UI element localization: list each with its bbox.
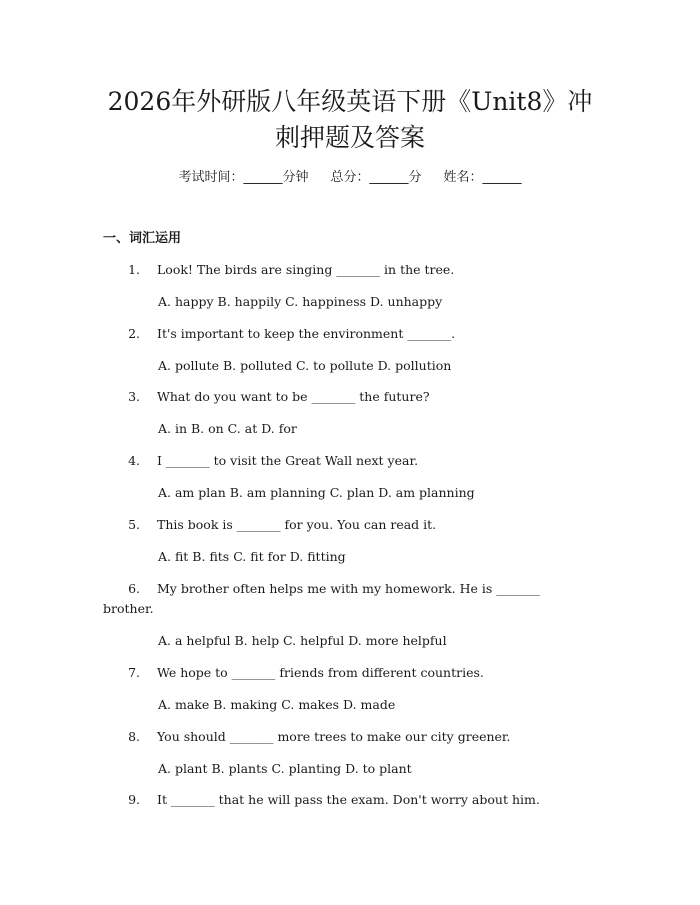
question-7-options: A. make B. making C. makes D. made xyxy=(158,697,396,712)
question-text: My brother often helps me with my homework. He is _______ xyxy=(157,581,541,596)
student-name-label: 姓名：______ xyxy=(443,170,522,185)
exam-meta xyxy=(0,168,700,188)
question-6-options: A. a helpful B. help C. helpful D. more helpful xyxy=(158,633,447,648)
question-1-options: A. happy B. happily C. happiness D. unhappy xyxy=(158,294,443,309)
question-6-continuation: brother. xyxy=(103,601,154,616)
question-text: We hope to _______ friends from different countries. xyxy=(157,665,484,680)
section-heading: 一、词汇运用 xyxy=(103,231,182,246)
question-number: 1. xyxy=(128,262,140,277)
question-number: 6. xyxy=(128,581,140,596)
question-text: You should _______ more trees to make our city greener. xyxy=(157,729,511,744)
question-text: Look! The birds are singing _______ in the tree. xyxy=(157,262,455,277)
question-number: 8. xyxy=(128,729,140,744)
question-2-options: A. pollute B. polluted C. to pollute D. pollution xyxy=(158,358,452,373)
question-number: 3. xyxy=(128,389,140,404)
question-text: I _______ to visit the Great Wall next year. xyxy=(157,453,419,468)
question-8-options: A. plant B. plants C. planting D. to plant xyxy=(158,761,412,776)
question-text: This book is _______ for you. You can read it. xyxy=(157,517,437,532)
question-4-options: A. am plan B. am planning C. plan D. am planning xyxy=(158,485,475,500)
question-3-options: A. in B. on C. at D. for xyxy=(158,421,297,436)
question-text: What do you want to be _______ the future? xyxy=(157,389,430,404)
question-number: 7. xyxy=(128,665,140,680)
question-text: It _______ that he will pass the exam. Don't worry about him. xyxy=(157,792,540,807)
question-text: It's important to keep the environment _______. xyxy=(157,326,456,341)
question-number: 5. xyxy=(128,517,140,532)
document-title-line2: 刺押题及答案 xyxy=(274,123,425,152)
document-title-line1: 2026年外研版八年级英语下册《Unit8》冲 xyxy=(107,87,593,116)
question-5-options: A. fit B. fits C. fit for D. fitting xyxy=(158,549,346,564)
question-number: 4. xyxy=(128,453,140,468)
question-number: 9. xyxy=(128,792,140,807)
total-score-label: 总分：______分 xyxy=(330,170,422,185)
question-number: 2. xyxy=(128,326,140,341)
exam-time-label: 考试时间：______分钟 xyxy=(178,170,309,185)
